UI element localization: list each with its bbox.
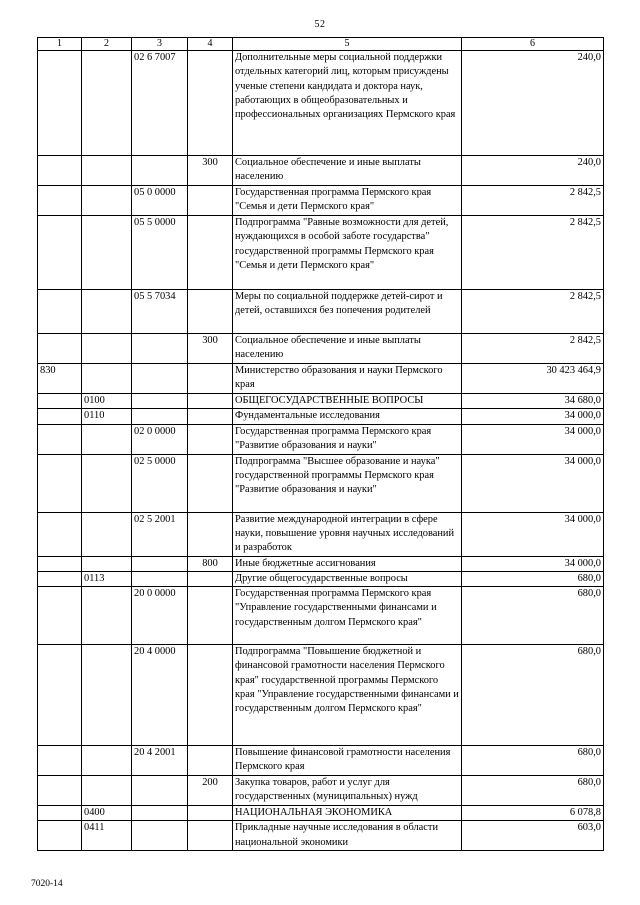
section-code-cell bbox=[82, 556, 132, 571]
table-row bbox=[38, 746, 604, 776]
section-code-cell: 0113 bbox=[82, 571, 132, 586]
grbs-code-cell bbox=[38, 746, 82, 776]
table-row bbox=[38, 409, 604, 424]
section-code-cell bbox=[82, 186, 132, 216]
amount-cell: 34 000,0 bbox=[462, 512, 604, 556]
description-cell: ОБЩЕГОСУДАРСТВЕННЫЕ ВОПРОСЫ bbox=[233, 394, 462, 409]
table-row bbox=[38, 290, 604, 334]
amount-cell: 34 000,0 bbox=[462, 556, 604, 571]
description-cell: Подпрограмма "Повышение бюджетной и финансовой грамотности населения Пермского края" государственной программы Пермского края "Управление государственными финансами и государственным долгом Пермского края" bbox=[233, 645, 462, 746]
target-article-cell: 05 5 7034 bbox=[132, 290, 188, 334]
description-cell: Повышение финансовой грамотности населения Пермского края bbox=[233, 746, 462, 776]
description-cell: НАЦИОНАЛЬНАЯ ЭКОНОМИКА bbox=[233, 806, 462, 821]
expense-type-cell bbox=[188, 454, 233, 512]
target-article-cell: 05 5 0000 bbox=[132, 216, 188, 290]
header-row bbox=[38, 38, 604, 51]
grbs-code-cell bbox=[38, 216, 82, 290]
table-row bbox=[38, 454, 604, 512]
table-row bbox=[38, 571, 604, 586]
section-code-cell bbox=[82, 334, 132, 364]
target-article-cell: 02 6 7007 bbox=[132, 51, 188, 156]
amount-cell: 34 000,0 bbox=[462, 409, 604, 424]
grbs-code-cell bbox=[38, 290, 82, 334]
description-cell: Закупка товаров, работ и услуг для государственных (муниципальных) нужд bbox=[233, 776, 462, 806]
grbs-code-cell bbox=[38, 806, 82, 821]
expense-type-cell bbox=[188, 364, 233, 394]
table-row bbox=[38, 512, 604, 556]
amount-cell: 680,0 bbox=[462, 645, 604, 746]
table-row bbox=[38, 821, 604, 851]
grbs-code-cell bbox=[38, 776, 82, 806]
amount-cell: 2 842,5 bbox=[462, 290, 604, 334]
amount-cell: 680,0 bbox=[462, 587, 604, 645]
section-code-cell bbox=[82, 645, 132, 746]
target-article-cell: 20 4 2001 bbox=[132, 746, 188, 776]
grbs-code-cell bbox=[38, 394, 82, 409]
target-article-cell bbox=[132, 394, 188, 409]
expense-type-cell: 300 bbox=[188, 334, 233, 364]
grbs-code-cell bbox=[38, 454, 82, 512]
target-article-cell bbox=[132, 334, 188, 364]
target-article-cell bbox=[132, 806, 188, 821]
section-code-cell bbox=[82, 364, 132, 394]
amount-cell: 34 000,0 bbox=[462, 454, 604, 512]
grbs-code-cell bbox=[38, 424, 82, 454]
target-article-cell: 02 0 0000 bbox=[132, 424, 188, 454]
amount-cell: 34 680,0 bbox=[462, 394, 604, 409]
section-code-cell bbox=[82, 156, 132, 186]
description-cell: Министерство образования и науки Пермского края bbox=[233, 364, 462, 394]
target-article-cell bbox=[132, 409, 188, 424]
expense-type-cell bbox=[188, 394, 233, 409]
grbs-code-cell bbox=[38, 512, 82, 556]
header-col-6: 6 bbox=[462, 38, 604, 51]
grbs-code-cell bbox=[38, 409, 82, 424]
amount-cell: 2 842,5 bbox=[462, 216, 604, 290]
header-col-3: 3 bbox=[132, 38, 188, 51]
expense-type-cell bbox=[188, 645, 233, 746]
amount-cell: 30 423 464,9 bbox=[462, 364, 604, 394]
expense-type-cell: 800 bbox=[188, 556, 233, 571]
expense-type-cell bbox=[188, 512, 233, 556]
section-code-cell bbox=[82, 290, 132, 334]
expense-type-cell bbox=[188, 806, 233, 821]
description-cell: Государственная программа Пермского края "Семья и дети Пермского края" bbox=[233, 186, 462, 216]
expense-type-cell bbox=[188, 409, 233, 424]
header-col-4: 4 bbox=[188, 38, 233, 51]
table-body bbox=[38, 51, 604, 851]
description-cell: Государственная программа Пермского края "Управление государственными финансами и государственным долгом Пермского края" bbox=[233, 587, 462, 645]
target-article-cell: 20 4 0000 bbox=[132, 645, 188, 746]
target-article-cell bbox=[132, 776, 188, 806]
target-article-cell bbox=[132, 571, 188, 586]
page-number: 52 bbox=[314, 19, 326, 30]
amount-cell: 603,0 bbox=[462, 821, 604, 851]
table-row bbox=[38, 645, 604, 746]
expense-type-cell bbox=[188, 51, 233, 156]
expense-type-cell: 200 bbox=[188, 776, 233, 806]
expense-type-cell bbox=[188, 424, 233, 454]
description-cell: Фундаментальные исследования bbox=[233, 409, 462, 424]
description-cell: Дополнительные меры социальной поддержки отдельных категорий лиц, которым присуждены ученые степени кандидата и доктора наук, работающих в общеобразовательных и профессиональных организациях Пермского края bbox=[233, 51, 462, 156]
footer-code: 7020-14 bbox=[31, 879, 63, 889]
section-code-cell bbox=[82, 776, 132, 806]
grbs-code-cell bbox=[38, 645, 82, 746]
table-row bbox=[38, 424, 604, 454]
table-row bbox=[38, 186, 604, 216]
grbs-code-cell bbox=[38, 556, 82, 571]
section-code-cell: 0411 bbox=[82, 821, 132, 851]
section-code-cell bbox=[82, 454, 132, 512]
table-row bbox=[38, 806, 604, 821]
description-cell: Социальное обеспечение и иные выплаты населению bbox=[233, 334, 462, 364]
description-cell: Государственная программа Пермского края "Развитие образования и науки" bbox=[233, 424, 462, 454]
grbs-code-cell bbox=[38, 51, 82, 156]
description-cell: Меры по социальной поддержке детей-сирот и детей, оставшихся без попечения родителей bbox=[233, 290, 462, 334]
target-article-cell: 20 0 0000 bbox=[132, 587, 188, 645]
target-article-cell bbox=[132, 364, 188, 394]
amount-cell: 6 078,8 bbox=[462, 806, 604, 821]
description-cell: Подпрограмма "Равные возможности для детей, нуждающихся в особой заботе государства" государственной программы Пермского края "Семья и дети Пермского края" bbox=[233, 216, 462, 290]
description-cell: Иные бюджетные ассигнования bbox=[233, 556, 462, 571]
grbs-code-cell bbox=[38, 587, 82, 645]
grbs-code-cell bbox=[38, 334, 82, 364]
header-col-2: 2 bbox=[82, 38, 132, 51]
section-code-cell: 0400 bbox=[82, 806, 132, 821]
header-col-5: 5 bbox=[233, 38, 462, 51]
section-code-cell bbox=[82, 424, 132, 454]
target-article-cell bbox=[132, 156, 188, 186]
target-article-cell bbox=[132, 556, 188, 571]
target-article-cell bbox=[132, 821, 188, 851]
table-row bbox=[38, 587, 604, 645]
expense-type-cell: 300 bbox=[188, 156, 233, 186]
expense-type-cell bbox=[188, 290, 233, 334]
amount-cell: 240,0 bbox=[462, 156, 604, 186]
budget-table bbox=[37, 37, 604, 851]
target-article-cell: 02 5 2001 bbox=[132, 512, 188, 556]
description-cell: Другие общегосударственные вопросы bbox=[233, 571, 462, 586]
table-row bbox=[38, 156, 604, 186]
section-code-cell bbox=[82, 746, 132, 776]
table-row bbox=[38, 394, 604, 409]
grbs-code-cell bbox=[38, 821, 82, 851]
section-code-cell: 0110 bbox=[82, 409, 132, 424]
amount-cell: 34 000,0 bbox=[462, 424, 604, 454]
section-code-cell bbox=[82, 512, 132, 556]
expense-type-cell bbox=[188, 746, 233, 776]
description-cell: Развитие международной интеграции в сфере науки, повышение уровня научных исследований и разработок bbox=[233, 512, 462, 556]
section-code-cell bbox=[82, 216, 132, 290]
amount-cell: 680,0 bbox=[462, 746, 604, 776]
grbs-code-cell: 830 bbox=[38, 364, 82, 394]
description-cell: Подпрограмма "Высшее образование и наука" государственной программы Пермского края "Развитие образования и науки" bbox=[233, 454, 462, 512]
target-article-cell: 02 5 0000 bbox=[132, 454, 188, 512]
amount-cell: 2 842,5 bbox=[462, 186, 604, 216]
amount-cell: 240,0 bbox=[462, 51, 604, 156]
expense-type-cell bbox=[188, 186, 233, 216]
section-code-cell: 0100 bbox=[82, 394, 132, 409]
header-col-1: 1 bbox=[38, 38, 82, 51]
expense-type-cell bbox=[188, 571, 233, 586]
section-code-cell bbox=[82, 587, 132, 645]
grbs-code-cell bbox=[38, 186, 82, 216]
grbs-code-cell bbox=[38, 571, 82, 586]
table-row bbox=[38, 51, 604, 156]
table-row bbox=[38, 216, 604, 290]
description-cell: Социальное обеспечение и иные выплаты населению bbox=[233, 156, 462, 186]
amount-cell: 680,0 bbox=[462, 571, 604, 586]
description-cell: Прикладные научные исследования в области национальной экономики bbox=[233, 821, 462, 851]
expense-type-cell bbox=[188, 587, 233, 645]
expense-type-cell bbox=[188, 216, 233, 290]
target-article-cell: 05 0 0000 bbox=[132, 186, 188, 216]
expense-type-cell bbox=[188, 821, 233, 851]
section-code-cell bbox=[82, 51, 132, 156]
amount-cell: 2 842,5 bbox=[462, 334, 604, 364]
table-row bbox=[38, 776, 604, 806]
table-row bbox=[38, 334, 604, 364]
grbs-code-cell bbox=[38, 156, 82, 186]
amount-cell: 680,0 bbox=[462, 776, 604, 806]
table-row bbox=[38, 556, 604, 571]
table-row bbox=[38, 364, 604, 394]
